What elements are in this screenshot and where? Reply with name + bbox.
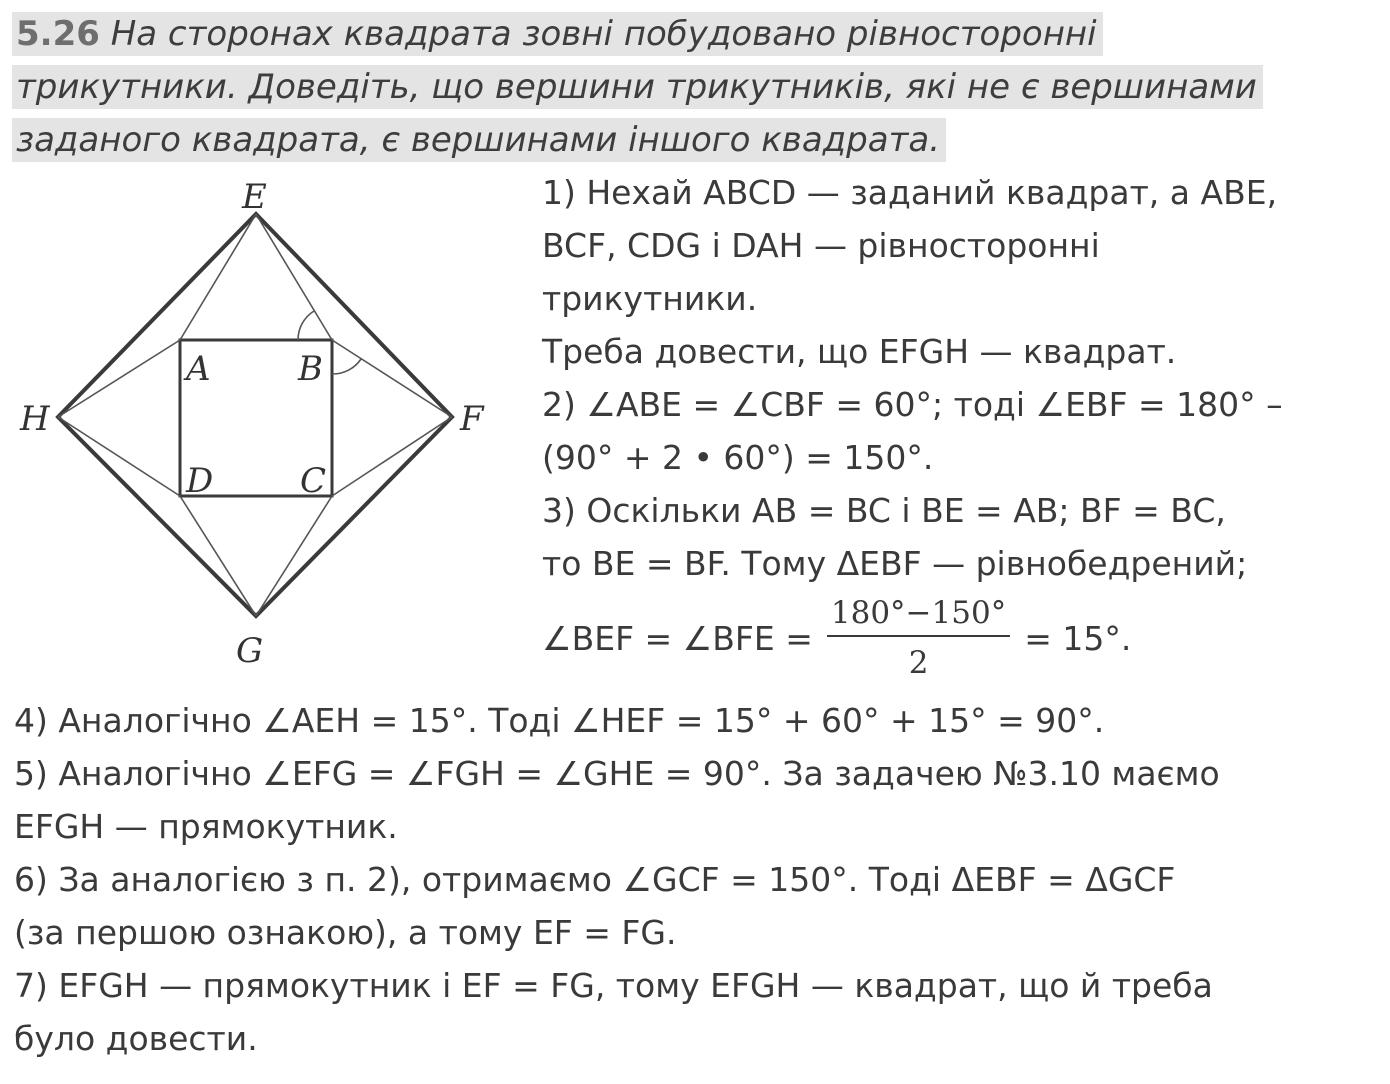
solution-line: 6) За аналогією з п. 2), отримаємо ∠GCF = 150°. Тоді ΔEBF = ΔGCF [14, 860, 1176, 899]
problem-number: 5.26 [16, 14, 100, 54]
problem-text-line: трикутники. Доведіть, що вершини трикутників, які не є вершинами [12, 65, 1263, 109]
solution-line: Треба довести, що EFGH — квадрат. [542, 332, 1177, 371]
geometry-figure [0, 168, 530, 678]
problem-line-1 [12, 8, 1382, 61]
solution-line: 1) Нехай ABCD — заданий квадрат, а ABE, [542, 173, 1278, 212]
solution-line: 5) Аналогічно ∠EFG = ∠FGH = ∠GHE = 90°. За задачею №3.10 маємо [14, 754, 1220, 793]
fraction [827, 595, 1010, 681]
solution-line: EFGH — прямокутник. [14, 807, 398, 846]
solution-line: 4) Аналогічно ∠AEH = 15°. Тоді ∠HEF = 15° + 60° + 15° = 90°. [14, 701, 1105, 740]
problem-text-line: На сторонах квадрата зовні побудовано рівносторонні [110, 14, 1097, 54]
solution-line: трикутники. [542, 279, 758, 318]
geometry-diagram [0, 168, 530, 678]
label-e: E [242, 177, 267, 217]
fraction-equation [542, 590, 1382, 686]
angle-arc-cbf [332, 359, 361, 374]
label-c: C [300, 461, 327, 501]
fraction-denominator: 2 [908, 645, 929, 681]
segment-dh [58, 417, 180, 496]
problem-statement [12, 8, 1382, 167]
solution-right-column [542, 166, 1382, 686]
segment-ah [58, 340, 180, 417]
segment-cg [256, 496, 332, 616]
solution-line: було довести. [14, 1019, 258, 1058]
label-f: F [460, 399, 484, 439]
label-h: H [20, 399, 50, 439]
solution-line: BCF, CDG і DAH — рівносторонні [542, 226, 1100, 265]
segment-bf [332, 340, 452, 417]
solution-line: 7) EFGH — прямокутник і EF = FG, тому EFGH — квадрат, що й треба [14, 966, 1213, 1005]
solution-line: 2) ∠ABE = ∠CBF = 60°; тоді ∠EBF = 180° – [542, 385, 1283, 424]
problem-line-3 [12, 114, 1382, 167]
solution-line: (90° + 2 • 60°) = 150°. [542, 438, 934, 477]
square-efgh [58, 214, 452, 616]
fraction-numerator: 180°−150° [827, 595, 1010, 637]
solution-line: то BE = BF. Тому ΔEBF — рівнобедрений; [542, 544, 1248, 583]
problem-text-line: заданого квадрата, є вершинами іншого квадрата. [12, 118, 946, 162]
segment-dg [180, 496, 256, 616]
label-d: D [186, 461, 214, 501]
label-g: G [236, 631, 264, 671]
solution-bottom-block [14, 694, 1384, 1065]
solution-line: 3) Оскільки AB = BC і BE = AB; BF = BC, [542, 491, 1226, 530]
segment-ae [180, 214, 256, 340]
label-b: B [298, 349, 323, 389]
problem-line-2 [12, 61, 1382, 114]
segment-be [256, 214, 332, 340]
fraction-prefix: ∠BEF = ∠BFE = [542, 618, 813, 658]
angle-arc-abe [298, 311, 314, 340]
label-a: A [186, 349, 211, 389]
fraction-suffix: = 15°. [1024, 618, 1132, 658]
segment-cf [332, 417, 452, 496]
solution-line: (за першою ознакою), а тому EF = FG. [14, 913, 677, 952]
